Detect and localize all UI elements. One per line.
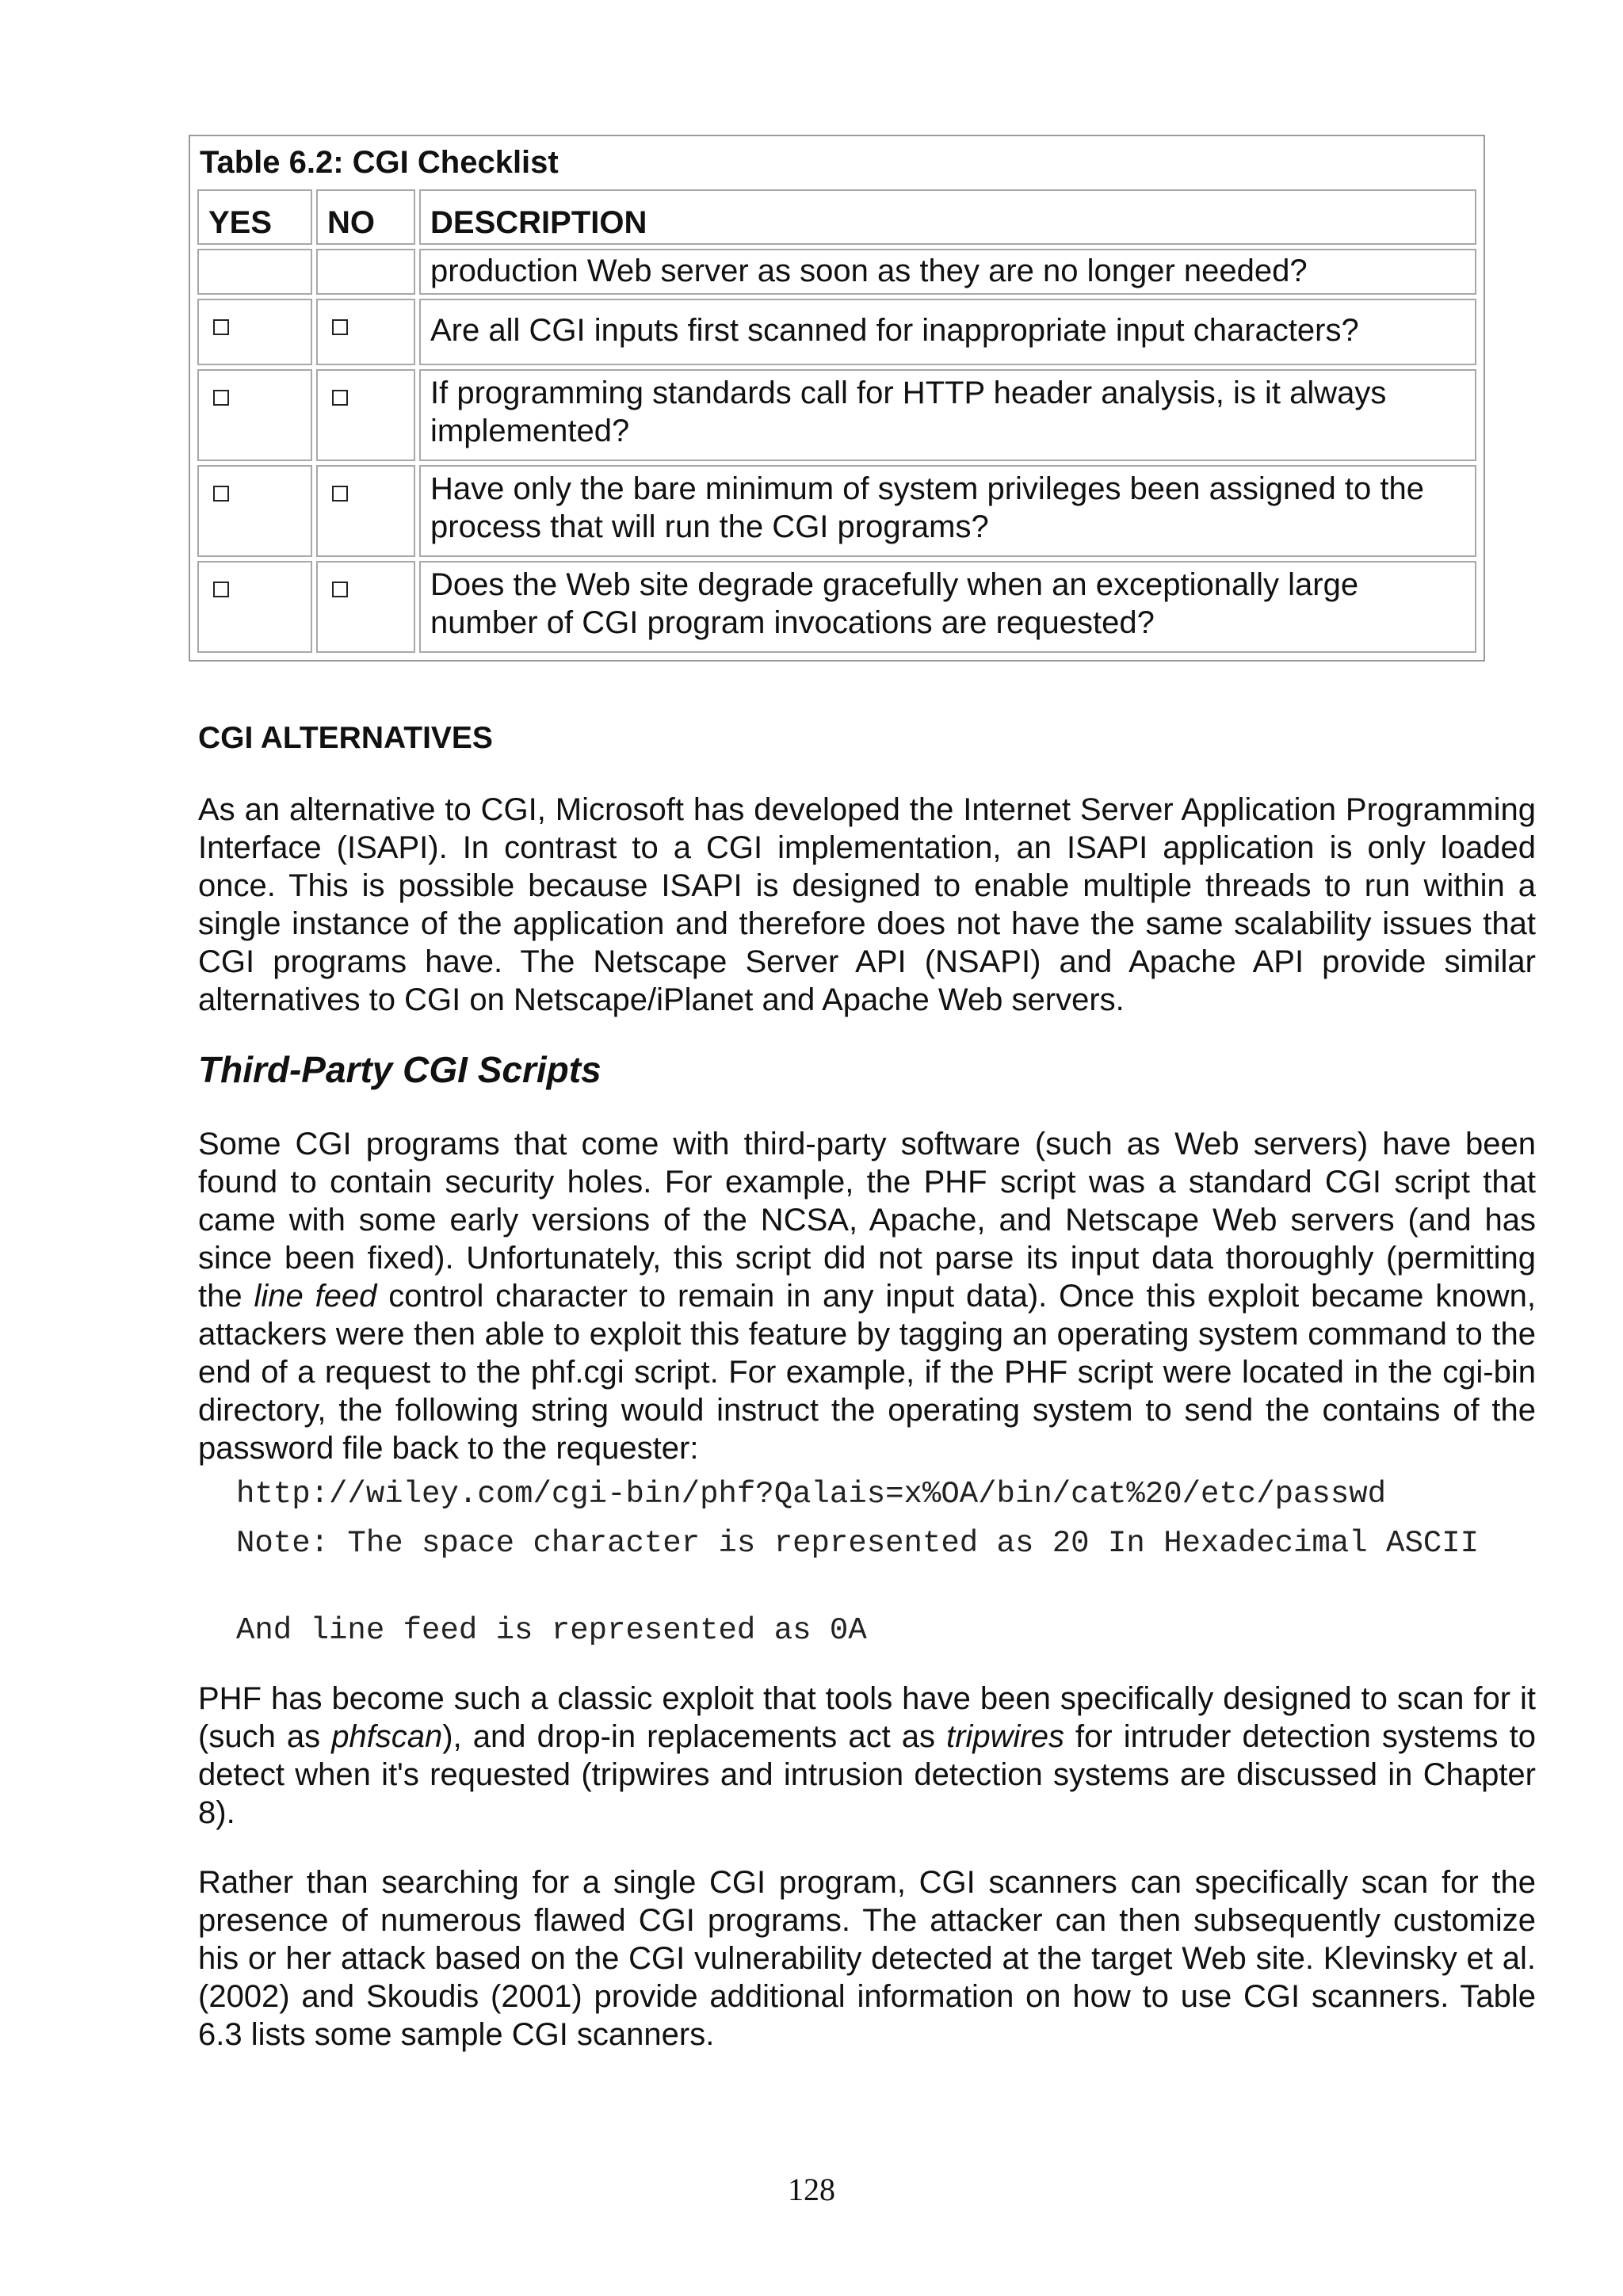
italic-term: line feed <box>254 1279 377 1314</box>
table-row <box>197 465 1476 557</box>
row-description: Have only the bare minimum of system privileges been assigned to the process that will run the CGI programs? <box>419 465 1476 557</box>
code-note <box>198 1524 1536 1562</box>
text-run: for intruder detection systems to detect when it's requested (tripwires and intrusion detection systems are discussed in Chapter 8). <box>198 1719 1536 1830</box>
third-party-paragraph-2 <box>198 1680 1536 1832</box>
row-description: production Web server as soon as they are no longer needed? <box>419 249 1476 295</box>
no-cell <box>316 299 415 365</box>
code-note-text: Note: The space character is represented as 20 In Hexadecimal ASCII <box>236 1526 1480 1561</box>
header-yes: YES <box>197 189 312 245</box>
header-no: NO <box>316 189 415 245</box>
section-heading-third-party: Third-Party CGI Scripts <box>198 1049 601 1090</box>
row-description: Are all CGI inputs first scanned for inappropriate input characters? <box>419 299 1476 365</box>
yes-cell <box>197 369 312 461</box>
section-heading-cgi-alternatives: CGI ALTERNATIVES <box>198 721 493 755</box>
third-party-paragraph-3: Rather than searching for a single CGI program, CGI scanners can specifically scan for the presence of numerous flawed CGI programs. The attacker can then subsequently customize his or her attack based on the CGI vulnerability detected at the target Web site. Klevinsky et al. (2002) and Skoudis (2001) provide additional information on how to use CGI scanners. Table 6.3 lists some sample CGI scanners. <box>198 1865 1536 2052</box>
text-run: ), and drop-in replacements act as <box>442 1719 947 1754</box>
text-run: control character to remain in any input data). Once this exploit became known, attackers were then able to exploit this feature by tagging an operating system command to the end of a request to the phf.cgi script. For example, if the PHF script were located in the cgi-bin directory, the following string would instruct the operating system to send the contains of the password file back to the requester: <box>198 1279 1537 1466</box>
code-linefeed: And line feed is represented as 0A <box>236 1613 867 1648</box>
yes-cell <box>197 465 312 557</box>
table-header-row <box>197 189 1476 245</box>
checklist-grid <box>193 185 1480 657</box>
text-run: Some CGI programs that come with third-party software (such as Web servers) have been found to contain security holes. For example, the PHF script was a standard CGI script that came with some early versions of the NCSA, Apache, and Netscape Web servers (and has since been fixed). Unfortunately, this script did not parse its input data thoroughly (permitting the <box>198 1127 1536 1314</box>
page-number: 128 <box>788 2172 835 2207</box>
yes-checkbox[interactable] <box>213 486 229 502</box>
no-checkbox[interactable] <box>332 319 348 335</box>
italic-term: phfscan <box>331 1719 443 1754</box>
cgi-checklist-table <box>189 135 1485 662</box>
no-cell <box>316 249 415 295</box>
text-run: PHF has become such a classic exploit that tools have been specifically designed to scan for it (such as <box>198 1681 1536 1754</box>
no-cell <box>316 561 415 653</box>
yes-cell <box>197 249 312 295</box>
code-url: http://wiley.com/cgi-bin/phf?Qalais=x%OA/bin/cat%20/etc/passwd <box>236 1477 1387 1512</box>
no-cell <box>316 369 415 461</box>
no-checkbox[interactable] <box>332 486 348 502</box>
yes-cell <box>197 561 312 653</box>
yes-cell <box>197 299 312 365</box>
no-checkbox[interactable] <box>332 582 348 597</box>
table-row <box>197 561 1476 653</box>
no-cell <box>316 465 415 557</box>
yes-checkbox[interactable] <box>213 319 229 335</box>
table-row <box>197 369 1476 461</box>
row-description: Does the Web site degrade gracefully when an exceptionally large number of CGI program invocations are requested? <box>419 561 1476 653</box>
table-row <box>197 249 1476 295</box>
yes-checkbox[interactable] <box>213 582 229 597</box>
yes-checkbox[interactable] <box>213 390 229 406</box>
header-description: DESCRIPTION <box>419 189 1476 245</box>
table-title: Table 6.2: CGI Checklist <box>200 145 559 180</box>
cgi-alternatives-paragraph: As an alternative to CGI, Microsoft has developed the Internet Server Application Programming Interface (ISAPI). In contrast to a CGI implementation, an ISAPI application is only loaded once. This is possible because ISAPI is designed to enable multiple threads to run within a single instance of the application and therefore does not have the same scalability issues that CGI programs have. The Netscape Server API (NSAPI) and Apache API provide similar alternatives to CGI on Netscape/iPlanet and Apache Web servers. <box>198 792 1536 1017</box>
third-party-paragraph-1 <box>198 1125 1536 1467</box>
row-description: If programming standards call for HTTP header analysis, is it always implemented? <box>419 369 1476 461</box>
no-checkbox[interactable] <box>332 390 348 406</box>
italic-term: tripwires <box>946 1719 1064 1754</box>
table-row <box>197 299 1476 365</box>
